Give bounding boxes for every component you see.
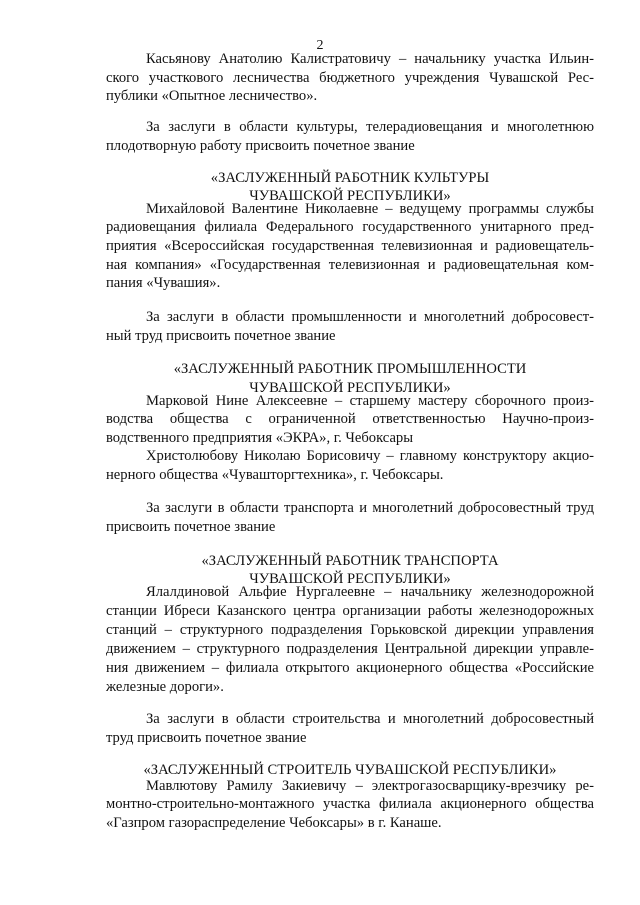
paragraph-line: За заслуги в области культуры, телерадиовещания и многолетнюю [146,119,594,135]
paragraph-line: Христолюбову Николаю Борисовичу – главному конструктору акцио- [146,448,594,464]
paragraph-line: труд присвоить почетное звание [106,730,307,746]
paragraph-line: За заслуги в области промышленности и многолетний добросовест- [146,309,594,325]
paragraph-line: водственного предприятия «ЭКРА», г. Чебоксары [106,430,414,446]
section-title-line: ЧУВАШСКОЙ РЕСПУБЛИКИ» [249,188,451,204]
paragraph-line: ния движением – филиала открытого акционерного общества «Российские [106,660,594,676]
section-title-line: «ЗАСЛУЖЕННЫЙ РАБОТНИК ТРАНСПОРТА [201,553,499,569]
section-title-line: «ЗАСЛУЖЕННЫЙ СТРОИТЕЛЬ ЧУВАШСКОЙ РЕСПУБЛИКИ» [143,762,557,778]
paragraph-line: нерного общества «Чувашторгтехника», г. Чебоксары. [106,467,444,483]
paragraph-line: монтно-строительно-монтажного участка филиала акционерного общества [106,796,594,812]
paragraph-line: Ялалдиновой Альфие Нургалеевне – начальнику железнодорожной [146,584,594,600]
paragraph-line: За заслуги в области строительства и многолетний добросовестный [146,711,594,727]
paragraph-line: Мавлютову Рамилу Закиевичу – электрогазосварщику-врезчику ре- [146,778,594,794]
paragraph-line: присвоить почетное звание [106,519,276,535]
paragraph-line: приятия «Всероссийская государственная телевизионная и радиовещатель- [106,238,594,254]
paragraph-line: станции Ибреси Казанского центра организации работы железнодорожных [106,603,594,619]
section-title-line: ЧУВАШСКОЙ РЕСПУБЛИКИ» [249,380,451,396]
paragraph-line: радиовещания филиала Федерального государственного унитарного пред- [106,219,594,235]
paragraph-line: Касьянову Анатолию Калистратовичу – начальнику участка Ильин- [146,51,594,67]
paragraph-line: «Газпром газораспределение Чебоксары» в г. Канаше. [106,815,442,831]
paragraph-line: движением – структурного подразделения Центральной дирекции управле- [106,641,594,657]
paragraph-line: станций – структурного подразделения Горьковской дирекции управления [106,622,594,638]
paragraph-line: пания «Чувашия». [106,275,221,291]
paragraph-line: железные дороги». [106,679,224,695]
paragraph-line: ный труд присвоить почетное звание [106,328,336,344]
paragraph-line: публики «Опытное лесничество». [106,88,318,104]
paragraph-line: плодотворную работу присвоить почетное звание [106,138,415,154]
section-title-line: «ЗАСЛУЖЕННЫЙ РАБОТНИК ПРОМЫШЛЕННОСТИ [173,361,527,377]
paragraph-line: Марковой Нине Алексеевне – старшему мастеру сборочного произ- [146,393,594,409]
paragraph-line: ная компания» «Государственная телевизионная и радиовещательная ком- [106,257,594,273]
page-number: 2 [316,38,324,53]
paragraph-line: За заслуги в области транспорта и многолетний добросовестный труд [146,500,594,516]
paragraph-line: водства общества с ограниченной ответственностью Научно-произ- [106,411,594,427]
paragraph-line: Михайловой Валентине Николаевне – ведущему программы службы [146,201,594,217]
section-title-line: ЧУВАШСКОЙ РЕСПУБЛИКИ» [249,571,451,587]
paragraph-line: ского участкового лесничества бюджетного учреждения Чувашской Рес- [106,70,594,86]
section-title-line: «ЗАСЛУЖЕННЫЙ РАБОТНИК КУЛЬТУРЫ [210,170,490,186]
